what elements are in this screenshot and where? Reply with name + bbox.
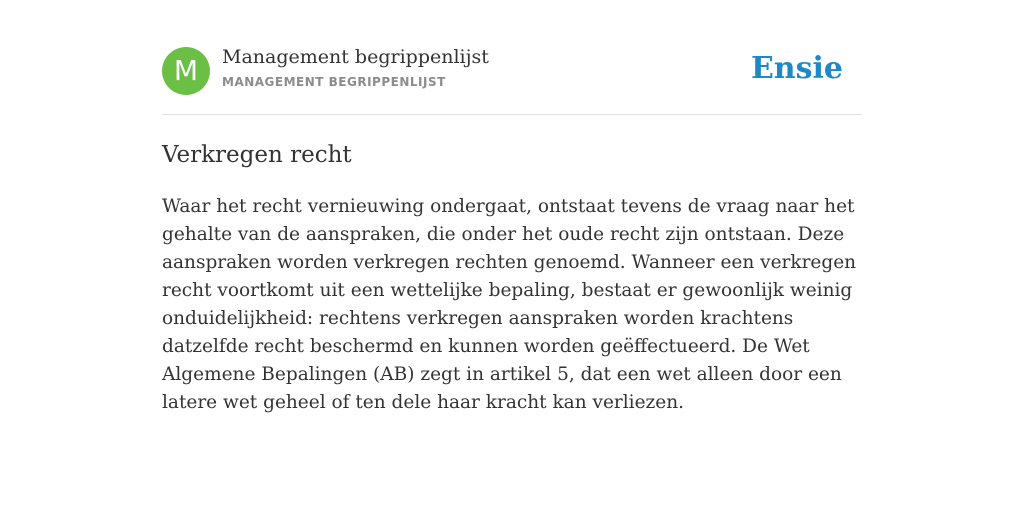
definition-card <box>162 0 862 417</box>
card-header <box>162 0 862 115</box>
ensie-logo[interactable]: Ensie <box>750 51 843 86</box>
definition-text: Waar het recht vernieuwing ondergaat, ontstaat tevens de vraag naar het gehalte van de aanspraken, die onder het oude recht zijn ontstaan. Deze aanspraken worden verkregen rechten genoemd. Wanneer een verkregen recht voortkomt uit een wettelijke bepaling, bestaat er gewoonlijk weinig onduidelijkheid: rechtens verkregen aanspraken worden krachtens datzelfde recht beschermd en kunnen worden geëffectueerd. De Wet Algemene Bepalingen (AB) zegt in artikel 5, dat een wet alleen door een latere wet geheel of ten dele haar kracht kan verliezen. <box>162 196 857 413</box>
source-title[interactable]: Management begrippenlijst <box>222 46 489 68</box>
source-avatar[interactable]: M <box>162 47 210 95</box>
source-subtitle: MANAGEMENT BEGRIPPENLIJST <box>222 75 446 89</box>
term-title: Verkregen recht <box>162 142 352 168</box>
